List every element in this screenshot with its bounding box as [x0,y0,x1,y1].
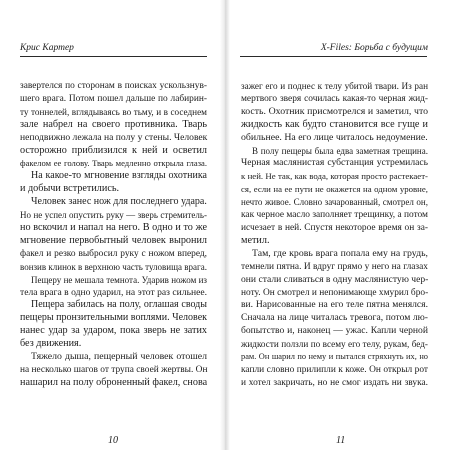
text-line: Сначала на лице читалась тревога, потом лю- [241,312,428,324]
running-header-right: X-Files: Борьба с будущим [320,43,428,53]
page-number-right: 11 [336,435,346,446]
header-rule-left [20,56,207,57]
text-line: жидкость как будто становится все гуще и [241,118,428,130]
text-line: жидкости ползли по всему его телу, рукам, бед- [241,339,428,350]
text-line: ноту. Он смотрел и непонимающе хмурил бро- [241,287,429,298]
text-line: темнели пятна. И вдруг прямо у него на глазах [241,261,428,272]
body-text-right [241,80,428,390]
page-number-left: 10 [108,435,118,446]
text-line: обильнее. На его лице читалось недоумение. [241,131,428,143]
text-line: Человек занес нож для последнего удара. [31,196,207,208]
text-line: на несколько шагов от трупа своей жертвы. Он [20,364,208,375]
text-line: капли словно прилипли к коже. Он открыл рот [241,364,428,375]
text-line: факелом ее голову. Тварь медленно открыла глаза. [20,158,207,169]
running-header-left: Крис Картер [20,43,74,53]
text-line: ся, если на ее пути не окажется на одном уровне, [241,184,428,195]
right-page [226,0,450,450]
text-line: ту тоннелей, вглядываясь во тьму, и в соседнем [20,106,207,117]
text-line: нечто живое. Словно зачарованный, смотрел он, [241,197,428,208]
text-line: Пещеру не мешала темнота. Ударив ножом из [31,274,207,285]
text-line: к ней. Не так, как вода, которая просто растекает- [241,171,428,182]
text-line: нашарил на полу оброненный факел, снова [20,376,208,388]
text-line: и хотел закричать, но не смог издать ни звука. [241,377,428,388]
text-line: без движения. [20,338,82,350]
text-line: нанес удар за ударом, пока зверь не затих [20,325,207,337]
text-line: пещеры пронзительными воплями. Человек [20,312,207,324]
text-line: зажег его и поднес к телу убитой твари. Из ран [241,81,428,91]
text-line: шего врага. Потом пошел дальше по лабирин- [20,93,207,104]
text-line: но вскочил и напал на него. В одно и то же [20,221,207,233]
text-line: и добычи встретились. [20,183,120,195]
text-line: Там, где кровь врага попала ему на грудь, [252,247,428,259]
text-line: исчезает в ней. Спустя некоторое время он за- [241,222,428,233]
text-line: кость. Охотник присмотрелся и заметил, что [241,105,428,117]
text-line: мертвого зверя сочилась какая-то черная жид- [241,93,428,104]
text-line: завертелся по сторонам в поисках ускользнув- [20,81,207,91]
text-line: метил. [241,234,270,246]
left-page [0,0,222,450]
text-line: как черное масло заполняет трещинку, а потом [241,210,428,221]
text-line: мгновение первобытный человек выронил [20,234,207,246]
header-rule-right [240,56,427,57]
text-line: факел и резко выбросил руку с ножом вперед, [20,248,207,259]
text-line: На какое-то мгновение взгляды охотника [31,170,207,182]
text-line: Тяжело дыша, пещерный человек отошел [31,351,207,363]
text-line: осторожно приблизился к ней и осветил [20,144,207,156]
text-line: тела врага в одно ударил, на этот раз сильнее. [20,286,207,298]
text-line: вонзив клинок в верхнюю часть туловища врага. [20,261,207,272]
text-line: В полу пещеры была едва заметная трещина. [252,145,428,156]
text-line: они стали сливаться в одну маслянистую чер- [241,273,429,285]
text-line: Черная маслянистая субстанция устремилась [241,157,428,169]
body-text-left [20,80,207,390]
text-line: Но не успел опустить руку — зверь стремитель- [20,210,207,221]
text-line: рам. Он шарил по нему и пытался стряхнуть их, но [241,352,428,362]
text-line: бопытство и, наконец — ужас. Капли черной [241,325,428,337]
text-line: неподвижно лежала на полу у стены. Человек [20,131,208,143]
text-line: ви. Нарисованные на его теле пятна менялся. [241,299,428,311]
text-line: зале набрел на своего противника. Тварь [20,118,207,130]
text-line: Пещера забилась на полу, оглашая своды [31,299,207,311]
